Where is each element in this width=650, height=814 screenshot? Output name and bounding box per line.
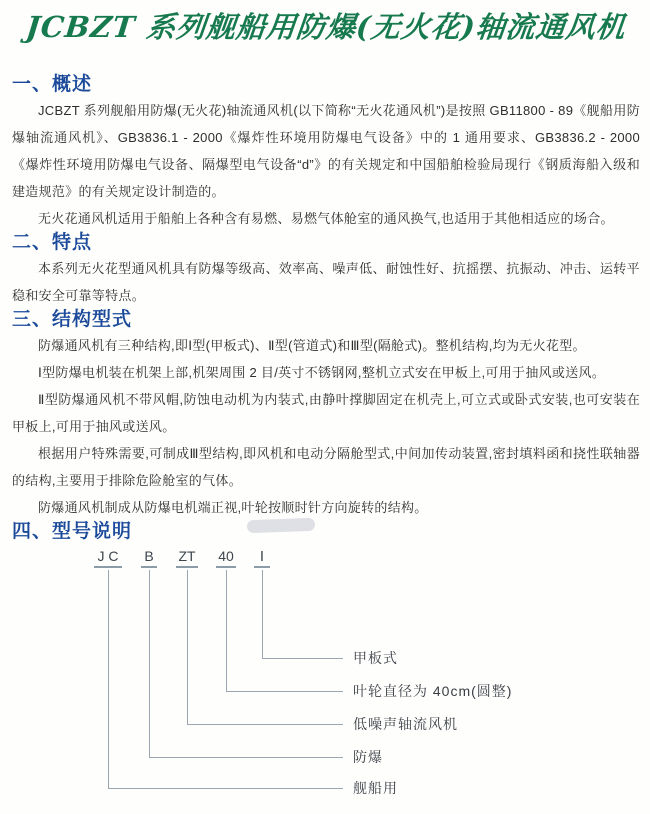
leader-hline-i bbox=[262, 658, 343, 659]
structure-paragraph-1: 防爆通风机有三种结构,即Ⅰ型(甲板式)、Ⅱ型(管道式)和Ⅲ型(隔舱式)。整机结构,均为无火花型。 bbox=[38, 338, 586, 353]
leader-vline-zt bbox=[187, 570, 188, 724]
model-code-i: Ⅰ bbox=[254, 548, 270, 568]
model-label-marine-use: 舰船用 bbox=[353, 780, 398, 796]
leader-vline-b bbox=[149, 570, 150, 757]
features-paragraph-1: 本系列无火花型通风机具有防爆等级高、效率高、噪声低、耐蚀性好、抗摇摆、抗振动、冲击、运转平稳和安全可靠等特点。 bbox=[12, 261, 640, 303]
correction-smudge bbox=[247, 518, 315, 533]
leader-hline-40 bbox=[226, 691, 343, 692]
page-title: JCBZT 系列舰船用防爆(无火花)轴流通风机 bbox=[24, 10, 628, 44]
model-label-low-noise-fan: 低噪声轴流风机 bbox=[353, 716, 458, 732]
model-code-40: 40 bbox=[216, 548, 236, 568]
structure-paragraph-3: Ⅱ型防爆通风机不带风帽,防蚀电动机为内装式,由静叶撑脚固定在机壳上,可立式或卧式安装,也可安装在甲板上,可用于抽风或送风。 bbox=[12, 392, 640, 434]
model-code-jc: J C bbox=[94, 548, 122, 568]
overview-paragraph-1: JCBZT 系列舰船用防爆(无火花)轴流通风机(以下简称“无火花通风机”)是按照 GB11800 - 89《舰船用防爆轴流通风机》、GB3836.1 - 2000《爆炸性环境用防爆电气设备》中的 1 通用要求、GB3836.2 - 2000《爆炸性环境用防爆电气设备、隔爆型电气设备“d”》的有关规定和中国船舶检验局现行《钢质海船入级和建造规范》的有关规定设计制造的。 bbox=[12, 103, 640, 199]
model-label-explosion-proof: 防爆 bbox=[353, 749, 383, 765]
leader-vline-i bbox=[262, 570, 263, 658]
leader-vline-jc bbox=[108, 570, 109, 788]
section-heading-overview: 一、概述 bbox=[12, 74, 93, 95]
section-heading-model: 四、型号说明 bbox=[12, 521, 133, 542]
leader-hline-b bbox=[149, 757, 343, 758]
document-content bbox=[0, 10, 650, 543]
structure-paragraph-2: Ⅰ型防爆电机装在机架上部,机架周围 2 目/英寸不锈钢网,整机立式安在甲板上,可用于抽风或送风。 bbox=[38, 365, 606, 380]
model-label-impeller-diam: 叶轮直径为 40cm(圆整) bbox=[353, 683, 513, 699]
model-code-b: B bbox=[141, 548, 157, 568]
section-heading-structure: 三、结构型式 bbox=[12, 309, 133, 330]
model-label-deck-type: 甲板式 bbox=[353, 650, 398, 666]
section-heading-features: 二、特点 bbox=[12, 232, 93, 253]
leader-vline-40 bbox=[226, 570, 227, 691]
overview-paragraph-2: 无火花通风机适用于船舶上各种含有易燃、易燃气体舱室的通风换气,也适用于其他相适应的场合。 bbox=[38, 211, 614, 226]
model-code-zt: ZT bbox=[176, 548, 198, 568]
structure-paragraph-5: 防爆通风机制成从防爆电机端正视,叶轮按顺时针方向旋转的结构。 bbox=[38, 500, 428, 515]
leader-hline-zt bbox=[187, 724, 343, 725]
leader-hline-jc bbox=[108, 788, 343, 789]
structure-paragraph-4: 根据用户特殊需要,可制成Ⅲ型结构,即风机和电动分隔舱型式,中间加传动装置,密封填料函和挠性联轴器的结构,主要用于排除危险舱室的气体。 bbox=[12, 446, 640, 488]
